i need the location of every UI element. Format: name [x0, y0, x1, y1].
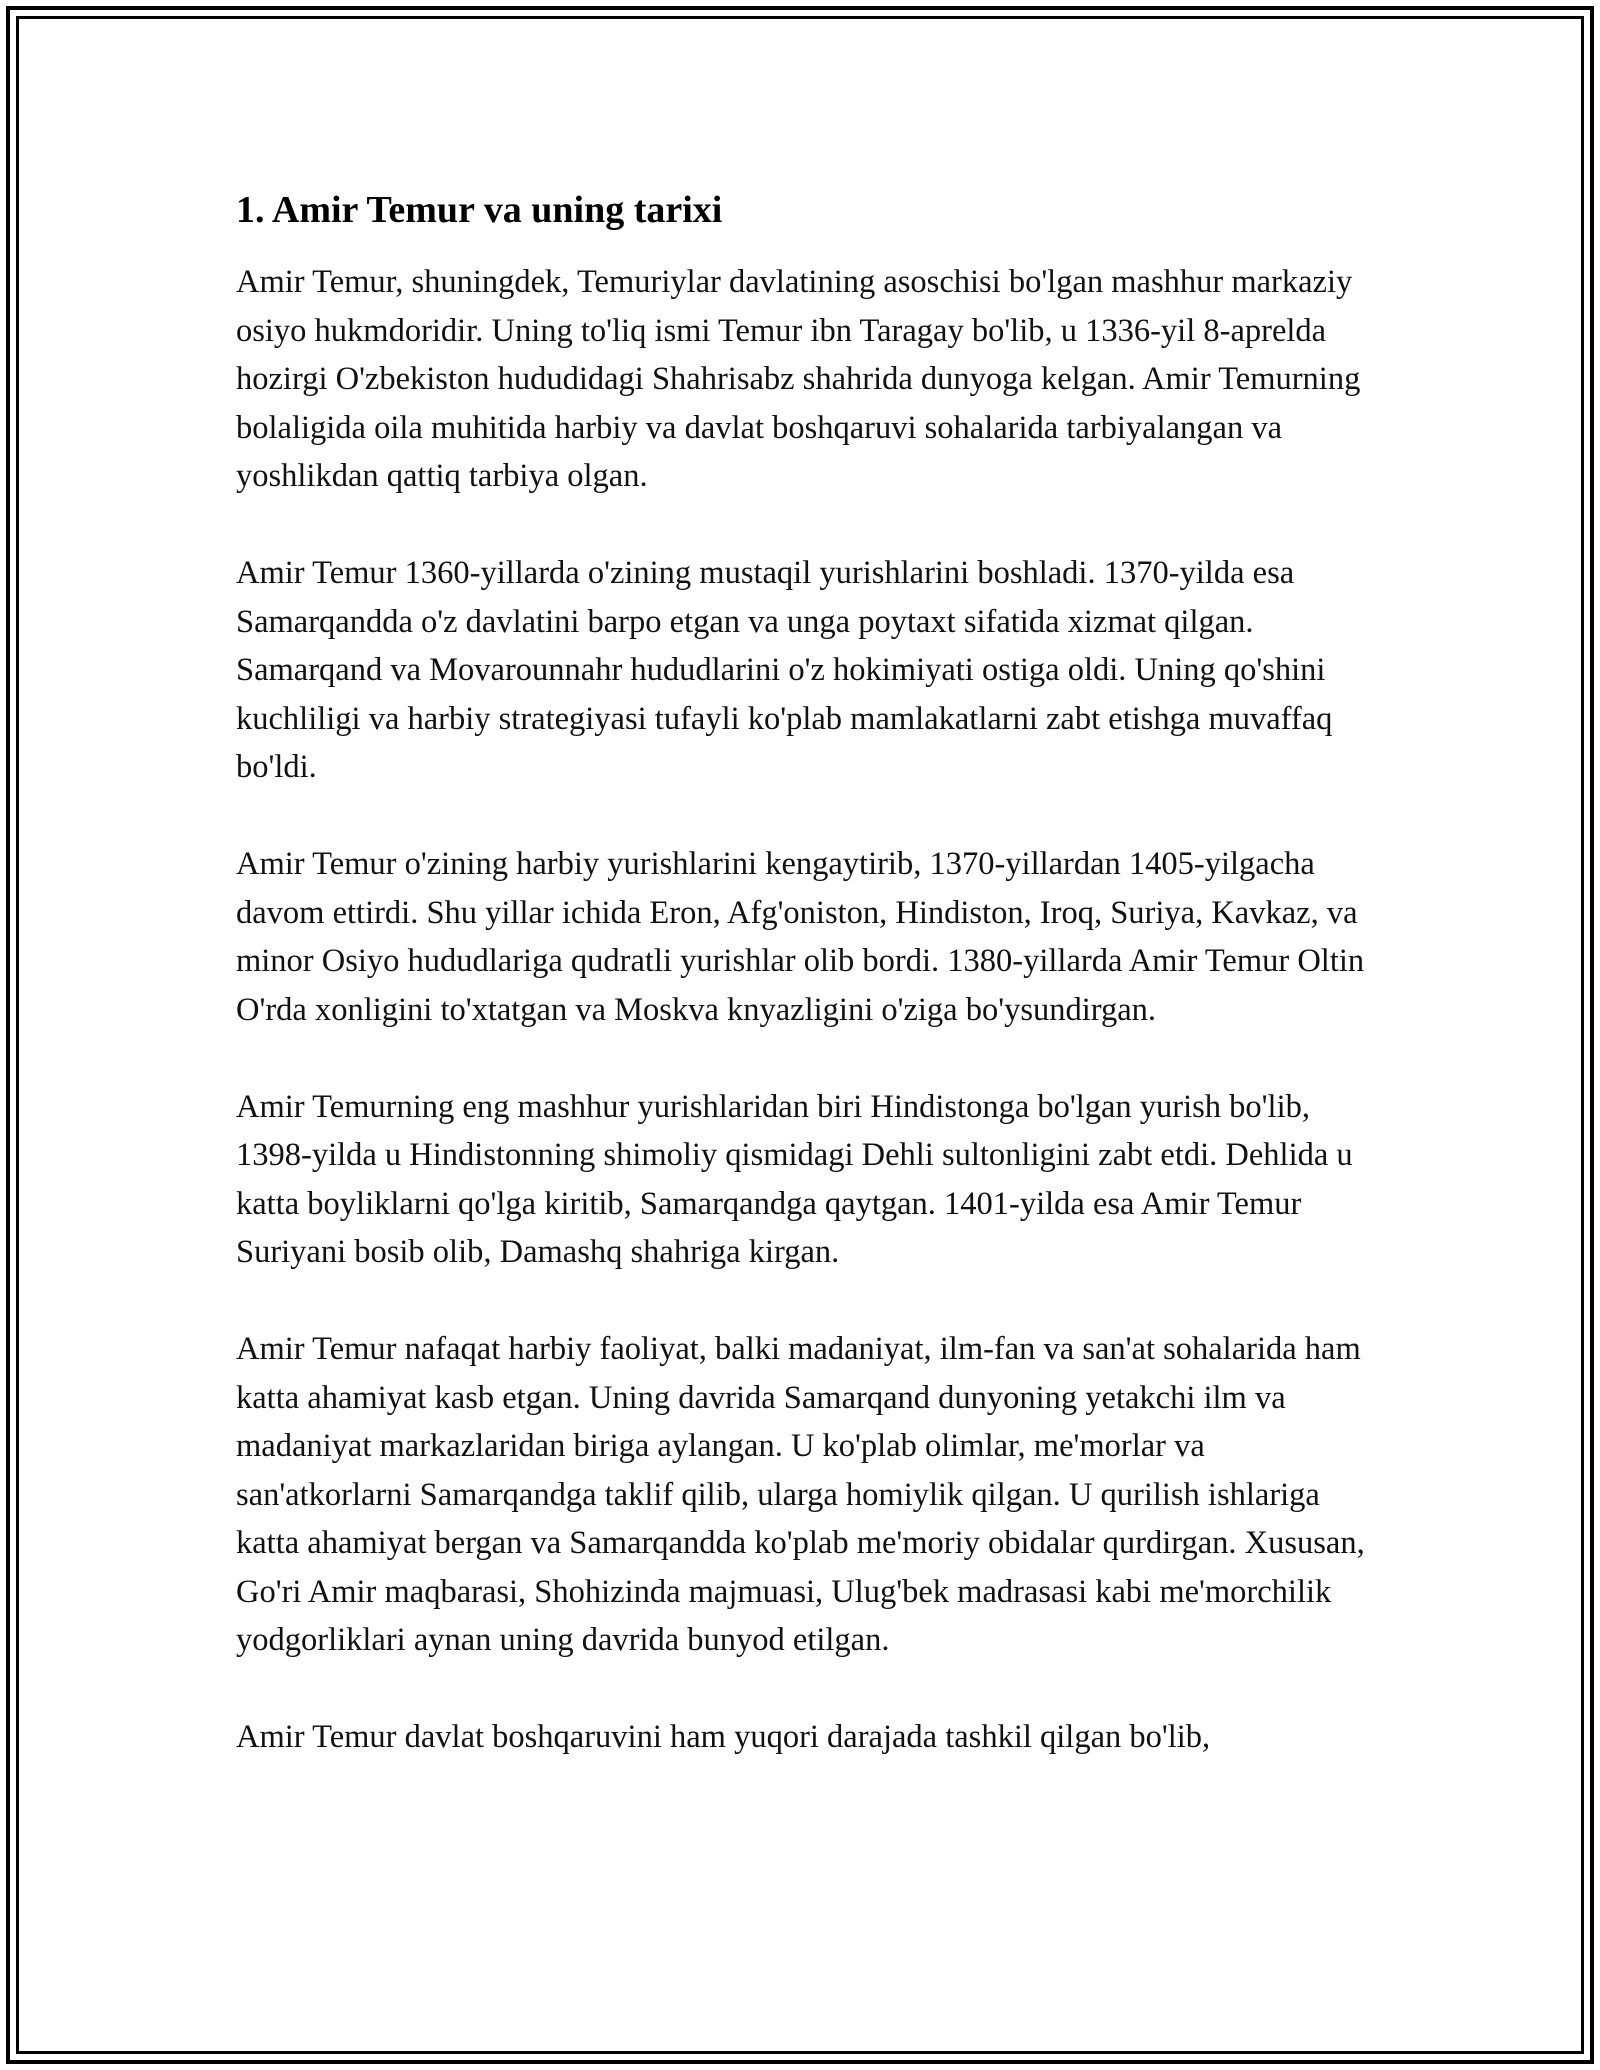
paragraph-4: Amir Temurning eng mashhur yurishlaridan biri Hindistonga bo'lgan yurish bo'lib, 1398-yilda u Hindistonning shimoliy qismidagi Dehli sultonligini zabt etdi. Dehlida u katta boyliklarni qo'lga kiritib, Samarqandga qaytgan. 1401-yilda esa Amir Temur Suriyani bosib olib, Damashq shahriga kirgan.	[236, 1088, 1353, 1270]
paragraph-3: Amir Temur o'zining harbiy yurishlarini kengaytirib, 1370-yillardan 1405-yilgacha davom ettirdi. Shu yillar ichida Eron, Afg'oniston, Hindiston, Iroq, Suriya, Kavkaz, va minor Osiyo hududlariga qudratli yurishlar olib bordi. 1380-yillarda Amir Temur Oltin O'rda xonligini to'xtatgan va Moskva knyazligini o'ziga bo'ysundirgan.	[236, 846, 1365, 1028]
paragraph-5: Amir Temur nafaqat harbiy faoliyat, balki madaniyat, ilm-fan va san'at sohalarida ham katta ahamiyat kasb etgan. Uning davrida Samarqand dunyoning yetakchi ilm va madaniyat markazlaridan biriga aylangan. U ko'plab olimlar, me'morlar va san'atkorlarni Samarqandga taklif qilib, ularga homiylik qilgan. U qurilish ishlariga katta ahamiyat bergan va Samarqandda ko'plab me'moriy obidalar qurdirgan. Xususan, Go'ri Amir maqbarasi, Shohizinda majmuasi, Ulug'bek madrasasi kabi me'morchilik yodgorliklari aynan uning davrida bunyod etilgan.	[236, 1331, 1365, 1658]
document-body	[236, 186, 1366, 1810]
paragraph-2: Amir Temur 1360-yillarda o'zining mustaqil yurishlarini boshladi. 1370-yilda esa Samarqandda o'z davlatini barpo etgan va unga poytaxt sifatida xizmat qilgan. Samarqand va Movarounnahr hududlarini o'z hokimiyati ostiga oldi. Uning qo'shini kuchliligi va harbiy strategiyasi tufayli ko'plab mamlakatlarni zabt etishga muvaffaq bo'ldi.	[236, 555, 1333, 785]
paragraph-6: Amir Temur davlat boshqaruvini ham yuqori darajada tashkil qilgan bo'lib,	[236, 1719, 1211, 1755]
document-title: 1. Amir Temur va uning tarixi	[236, 189, 723, 231]
paragraph-1: Amir Temur, shuningdek, Temuriylar davlatining asoschisi bo'lgan mashhur markaziy osiyo hukmdoridir. Uning to'liq ismi Temur ibn Taragay bo'lib, u 1336-yil 8-aprelda hozirgi O'zbekiston hududidagi Shahrisabz shahrida dunyoga kelgan. Amir Temurning bolaligida oila muhitida harbiy va davlat boshqaruvi sohalarida tarbiyalangan va yoshlikdan qattiq tarbiya olgan.	[236, 264, 1361, 494]
